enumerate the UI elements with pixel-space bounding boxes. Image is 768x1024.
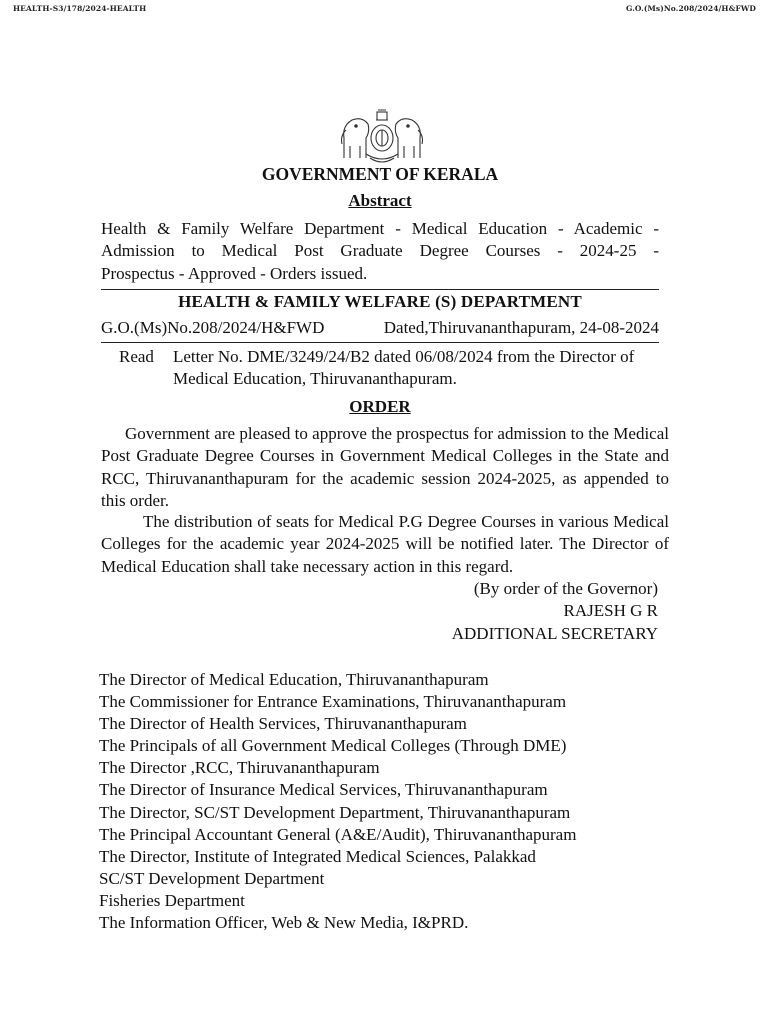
- order-heading: ORDER: [349, 397, 411, 416]
- list-item: SC/ST Development Department: [99, 868, 325, 888]
- go-reference-line: [101, 318, 659, 338]
- subject-line: Prospectus - Approved - Orders issued.: [101, 263, 368, 283]
- divider-rule: [101, 289, 659, 290]
- list-item: The Director of Medical Education, Thiruvananthapuram: [99, 670, 489, 689]
- abstract-subject: [101, 218, 659, 285]
- file-reference-header: HEALTH-S3/178/2024-HEALTH: [13, 4, 147, 13]
- go-date: Dated,Thiruvananthapuram, 24-08-2024: [383, 318, 659, 337]
- list-item: The Director ,RCC, Thiruvananthapuram: [99, 758, 380, 778]
- copy-to-list: [99, 669, 576, 934]
- kerala-state-emblem-icon: [336, 108, 428, 164]
- list-item: The Principal Accountant General (A&E/Audit), Thiruvananthapuram: [99, 824, 577, 844]
- go-number-header: G.O.(Ms)No.208/2024/H&FWD: [625, 4, 756, 13]
- subject-line: Health & Family Welfare Department - Medical Education - Academic -: [101, 219, 659, 238]
- divider-rule: [101, 342, 659, 343]
- department-title: HEALTH & FAMILY WELFARE (S) DEPARTMENT: [178, 292, 582, 311]
- list-item: The Information Officer, Web & New Media, I&PRD.: [99, 913, 469, 933]
- go-number: G.O.(Ms)No.208/2024/H&FWD: [101, 318, 325, 337]
- order-paragraph: Government are pleased to approve the prospectus for admission to the Medical Post Graduate Degree Courses in Government Medical Colleges in the State and RCC, Thiruvananthapuram for the academic session 2024-2025, as appended to this order.: [101, 424, 669, 510]
- list-item: The Director, Institute of Integrated Medical Sciences, Palakkad: [99, 846, 536, 866]
- list-item: The Principals of all Government Medical Colleges (Through DME): [99, 736, 567, 756]
- abstract-heading: Abstract: [348, 191, 412, 210]
- government-title: GOVERNMENT OF KERALA: [261, 164, 499, 184]
- list-item: The Director, SC/ST Development Department, Thiruvananthapuram: [99, 802, 571, 822]
- list-item: The Commissioner for Entrance Examinations, Thiruvananthapuram: [99, 692, 567, 712]
- order-paragraph: The distribution of seats for Medical P.G Degree Courses in various Medical Colleges for the academic year 2024-2025 will be notified later. The Director of Medical Education shall take necessary action in this regard.: [101, 512, 669, 576]
- subject-line: Admission to Medical Post Graduate Degree Courses - 2024-25 -: [101, 241, 659, 261]
- signatory-name: RAJESH G R: [563, 601, 658, 621]
- list-item: The Director of Health Services, Thiruvananthapuram: [99, 714, 467, 734]
- by-order-line: (By order of the Governor): [473, 579, 658, 598]
- signature-block: [452, 578, 658, 645]
- read-text: Letter No. DME/3249/24/B2 dated 06/08/2024 from the Director of Medical Education, Thiruvananthapuram.: [173, 347, 635, 389]
- read-label: Read: [119, 347, 154, 366]
- list-item: The Director of Insurance Medical Services, Thiruvananthapuram: [99, 780, 548, 800]
- signatory-designation: ADDITIONAL SECRETARY: [451, 623, 658, 643]
- list-item: Fisheries Department: [99, 890, 245, 910]
